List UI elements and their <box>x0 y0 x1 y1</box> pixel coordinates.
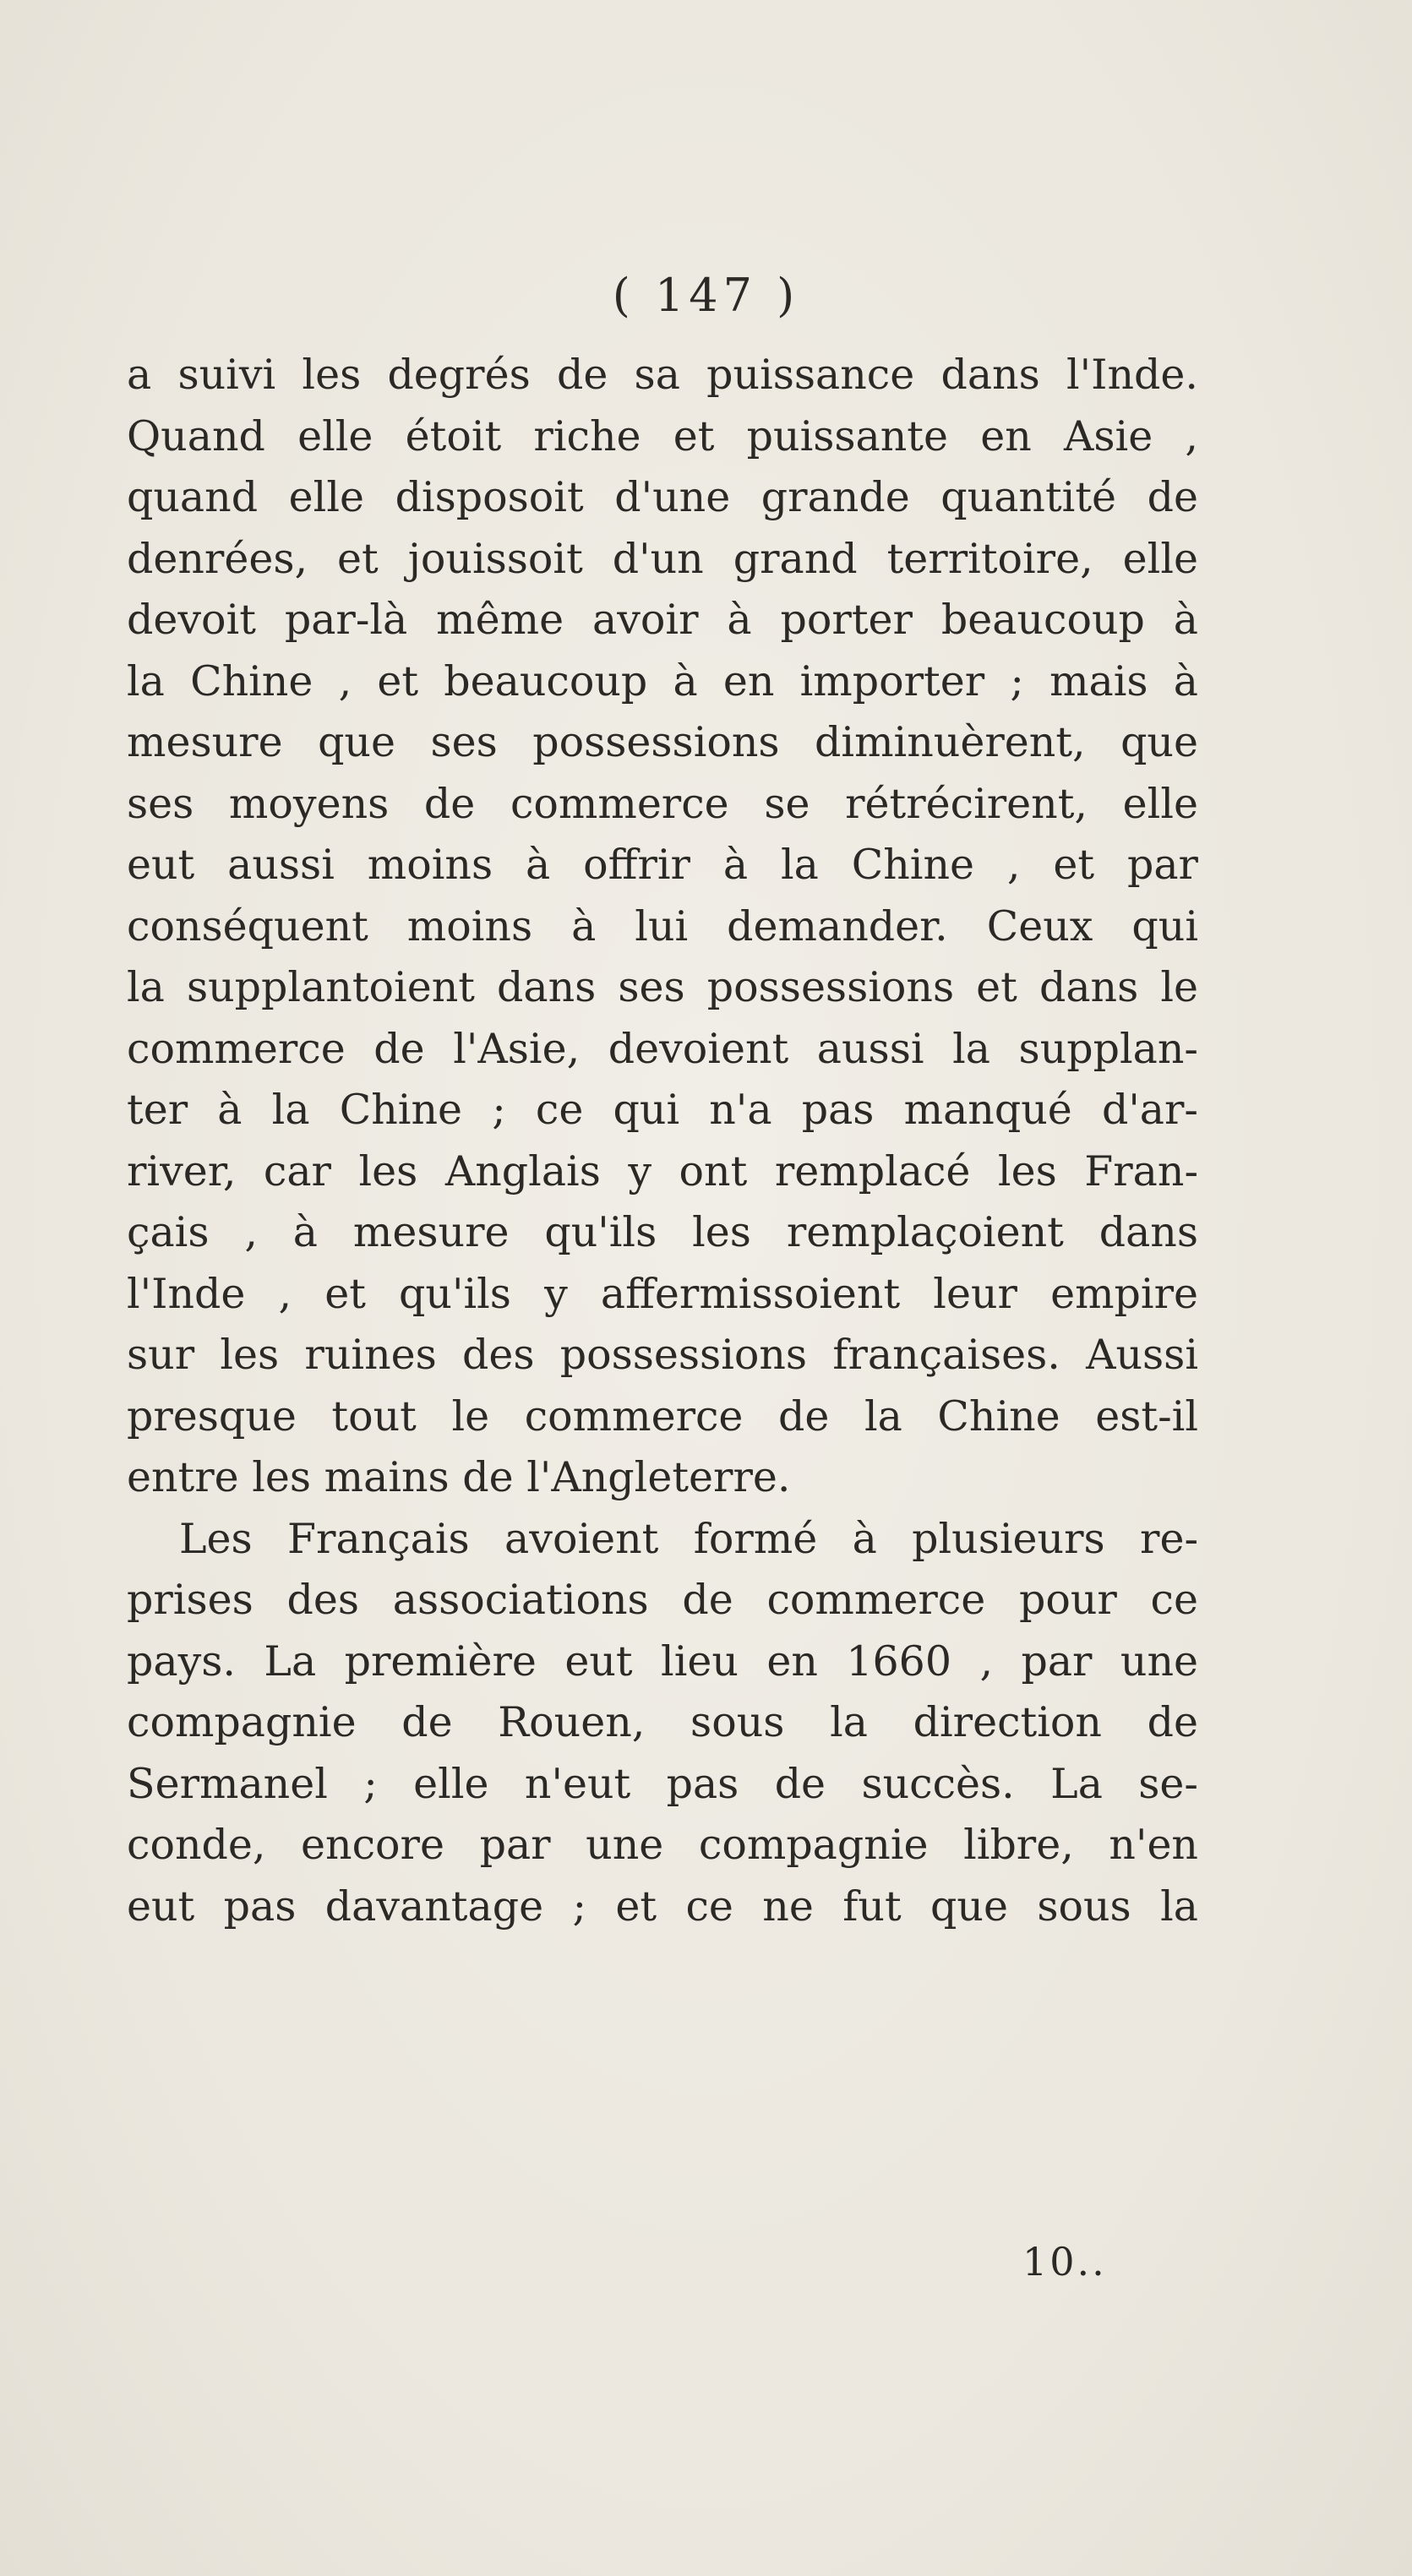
text-line: ter à la Chine ; ce qui n'a pas manqué d'ar- <box>127 1086 1198 1134</box>
text-line: eut pas davantage ; et ce ne fut que sous la <box>127 1882 1198 1931</box>
text-line: conde, encore par une compagnie libre, n'en <box>127 1821 1198 1869</box>
text-line: çais , à mesure qu'ils les remplaçoient dans <box>127 1208 1198 1256</box>
text-line: quand elle disposoit d'une grande quantité de <box>127 473 1198 521</box>
text-line: l'Inde , et qu'ils y affermissoient leur empire <box>127 1269 1198 1318</box>
text-line: Quand elle étoit riche et puissante en Asie , <box>127 411 1198 460</box>
text-line: sur les ruines des possessions françaises. Aussi <box>127 1331 1198 1379</box>
text-line: denrées, et jouissoit d'un grand territoire, elle <box>127 534 1198 583</box>
text-line: eut aussi moins à offrir à la Chine , et par <box>127 841 1198 889</box>
page-number-header: ( 147 ) <box>612 269 800 322</box>
text-line: a suivi les degrés de sa puissance dans l'Inde. <box>127 351 1198 399</box>
text-line: compagnie de Rouen, sous la direction de <box>127 1698 1198 1746</box>
body-text <box>127 345 1198 1937</box>
text-line: commerce de l'Asie, devoient aussi la supplan- <box>127 1024 1198 1073</box>
text-line-paragraph-start: Les Français avoient formé à plusieurs re- <box>179 1514 1198 1563</box>
text-line: prises des associations de commerce pour ce <box>127 1576 1198 1624</box>
text-line: mesure que ses possessions diminuèrent, que <box>127 718 1198 766</box>
text-line: la Chine , et beaucoup à en importer ; mais à <box>127 656 1198 705</box>
text-line: river, car les Anglais y ont remplacé les Fran- <box>127 1146 1198 1195</box>
text-line: Sermanel ; elle n'eut pas de succès. La se- <box>127 1759 1198 1808</box>
text-line: la supplantoient dans ses possessions et dans le <box>127 963 1198 1011</box>
text-line: pays. La première eut lieu en 1660 , par une <box>127 1637 1198 1686</box>
text-line: conséquent moins à lui demander. Ceux qui <box>127 901 1198 950</box>
text-line: presque tout le commerce de la Chine est-il <box>127 1391 1198 1440</box>
text-line-paragraph-end: entre les mains de l'Angleterre. <box>127 1453 791 1501</box>
text-line: devoit par-là même avoir à porter beaucoup à <box>127 596 1198 644</box>
text-line: ses moyens de commerce se rétrécirent, elle <box>127 779 1198 828</box>
signature-mark: 10.. <box>1022 2239 1107 2285</box>
